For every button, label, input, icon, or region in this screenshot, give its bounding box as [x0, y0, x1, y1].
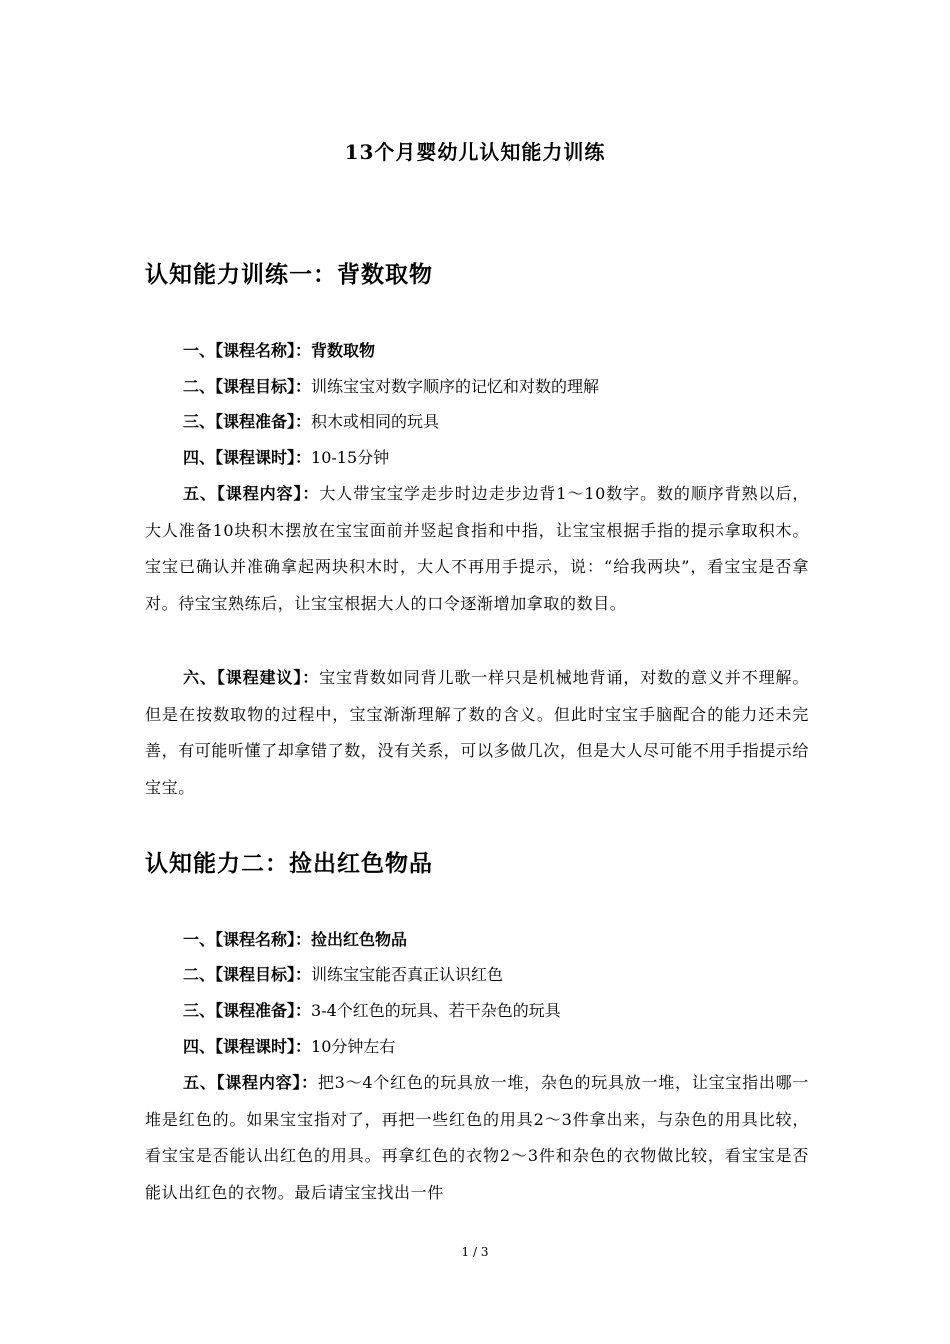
item-value: 背数取物 [311, 341, 376, 360]
item-number: 四、 [183, 448, 216, 467]
section2-item-content [145, 1065, 809, 1211]
item-number: 五、 [183, 484, 217, 503]
item-value: 3-4个红色的玩具、若干杂色的玩具 [311, 1001, 561, 1020]
item-label: 【课程课时】： [215, 448, 312, 467]
section-heading-1: 认知能力训练一：背数取物 [145, 261, 433, 288]
item-value: 把3～4个红色的玩具放一堆，杂色的玩具放一堆，让宝宝指出哪一堆是红色的。如果宝宝指对了，再把一些红色的用具2～3件拿出来，与杂色的用具比较，看宝宝是否能认出红色的用具。再拿红色的衣物2～3件和杂色的衣物做比较，看宝宝是否能认出红色的衣物。最后请宝宝找出一件 [145, 1073, 809, 1202]
item-value: 训练宝宝能否真正认识红色 [311, 965, 504, 984]
section1-item-content [145, 476, 809, 622]
item-value: 10分钟左右 [311, 1037, 396, 1056]
document-title: 13个月婴幼儿认知能力训练 [344, 140, 606, 164]
section-heading-2: 认知能力二：捡出红色物品 [145, 850, 433, 877]
section2-item-goal [183, 964, 503, 986]
item-label: 【课程名称】： [215, 341, 312, 360]
item-value: 训练宝宝对数字顺序的记忆和对数的理解 [311, 377, 600, 396]
item-label: 【课程目标】： [215, 965, 312, 984]
section1-item-name [183, 340, 375, 362]
item-number: 四、 [183, 1037, 216, 1056]
item-label: 【课程名称】： [215, 930, 312, 949]
section2-item-prep [183, 1000, 561, 1022]
item-value: 宝宝背数如同背儿歌一样只是机械地背诵，对数的意义并不理解。但是在按数取物的过程中，宝宝渐渐理解了数的含义。但此时宝宝手脑配合的能力还未完善，有可能听懂了却拿错了数，没有关系，可以多做几次，但是大人尽可能不用手指提示给宝宝。 [145, 668, 810, 797]
section1-item-prep [183, 411, 439, 433]
item-value: 捡出红色物品 [311, 930, 408, 949]
page-number: 1 / 3 [461, 1245, 489, 1259]
item-value: 大人带宝宝学走步时边走步边背1～10数字。数的顺序背熟以后，大人准备10块积木摆放在宝宝面前并竖起食指和中指，让宝宝根据手指的提示拿取积木。宝宝已确认并准确拿起两块积木时，大人不再用手提示，说：“给我两块”，看宝宝是否拿对。待宝宝熟练后，让宝宝根据大人的口令逐渐增加拿取的数目。 [145, 484, 810, 613]
item-number: 三、 [183, 1001, 216, 1020]
section1-item-goal [183, 376, 599, 398]
section2-item-duration [183, 1036, 395, 1058]
section1-item-duration [183, 447, 389, 469]
item-number: 二、 [183, 377, 216, 396]
item-value: 积木或相同的玩具 [311, 412, 440, 431]
item-label: 【课程内容】： [216, 484, 320, 503]
item-label: 【课程目标】： [215, 377, 312, 396]
item-number: 五、 [183, 1073, 217, 1092]
item-label: 【课程准备】： [215, 412, 312, 431]
item-label: 【课程建议】： [216, 668, 320, 687]
item-label: 【课程课时】： [215, 1037, 312, 1056]
item-number: 二、 [183, 965, 216, 984]
item-number: 六、 [183, 668, 217, 687]
item-value: 10-15分钟 [311, 448, 390, 467]
item-label: 【课程内容】： [216, 1073, 318, 1092]
item-label: 【课程准备】： [215, 1001, 312, 1020]
section1-item-advice [145, 660, 809, 806]
item-number: 三、 [183, 412, 216, 431]
item-number: 一、 [183, 930, 216, 949]
section2-item-name [183, 929, 407, 951]
item-number: 一、 [183, 341, 216, 360]
